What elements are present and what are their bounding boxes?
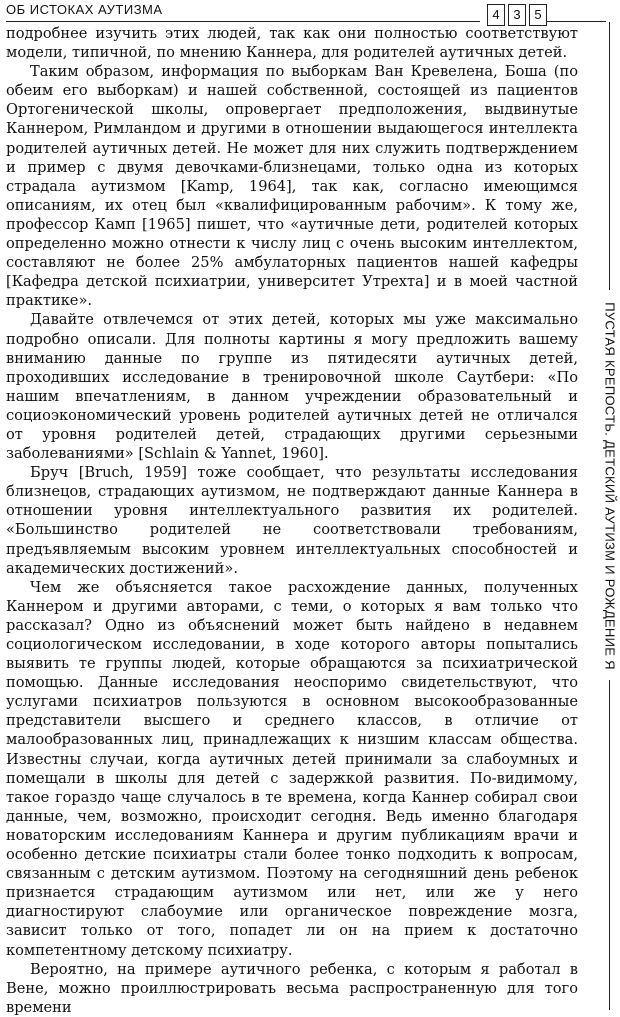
body-text: [6, 24, 578, 1017]
page-number-digit: 4: [487, 4, 505, 26]
paragraph: Чем же объясняется такое расхождение данных, полученных Каннером и другими авторами, с теми, о которых я вам только что рассказал? Одно из объяснений может быть найдено в недавнем социологическом исследовании, в ходе которого авторы попытались выявить те группы людей, которые обращаются за психиатрической помощью. Данные исследования неоспоримо свидетельствуют, что услугами психиатров пользуются в основном высокообразованные представители высшего и среднего классов, в отличие от малообразованных лиц, принадлежащих к низшим классам общества. Известны случаи, когда аутичных детей принимали за слабоумных и помещали в школы для детей с задержкой развития. По-видимому, такое гораздо чаще случалось в те времена, когда Каннер собирал свои данные, чем, возможно, происходит сегодня. Ведь именно благодаря новаторским исследованиям Каннера и другим публикациям врачи и особенно детские психиатры стали более тонко подходить к вопросам, связанным с детским аутизмом. Поэтому на сегодняшний день ребенок признается страдающим аутизмом или нет, или же у него диагностируют слабоумие или органическое повреждение мозга, зависит только от того, попадет ли он на прием к достаточно компетентному детскому психиатру.: [6, 578, 578, 959]
page-number-digit: 3: [508, 4, 526, 26]
page-number: [484, 4, 547, 26]
running-head: ОБ ИСТОКАХ АУТИЗМА: [6, 2, 163, 17]
side-rule-bottom: [609, 680, 610, 1010]
page-number-digit: 5: [529, 4, 547, 26]
paragraph: Вероятно, на примере аутичного ребенка, с которым я работал в Вене, можно проиллюстрировать весьма распространенную для того времени: [6, 960, 578, 1016]
side-rule-top: [609, 22, 610, 290]
folio-rule: [546, 21, 606, 22]
header-rule: [6, 21, 480, 22]
paragraph: Бруч [Bruch, 1959] тоже сообщает, что результаты исследования близнецов, страдающих аутизмом, не подтверждают данные Каннера в отношении уровня интеллектуального развития их родителей. «Большинство родителей не соответствовали требованиям, предъявляемым высоким уровнем интеллектуальных способностей и академических достижений».: [6, 464, 578, 577]
paragraph: подробнее изучить этих людей, так как они полностью соответствуют модели, типичной, по мнению Каннера, для родителей аутичных детей.: [6, 25, 578, 62]
side-book-title-text: ПУСТАЯ КРЕПОСТЬ. ДЕТСКИЙ АУТИЗМ И РОЖДЕНИЕ Я: [602, 302, 618, 670]
paragraph: Давайте отвлечемся от этих детей, которых мы уже максимально подробно описали. Для полноты картины я могу предложить вашему вниманию данные по группе из пятидесяти аутичных детей, проходивших исследование в тренировочной школе Саутбери: «По нашим впечатлениям, в данном учреждении образовательный и социоэкономический уровень родителей аутичных детей не отличался от уровня родителей детей, страдающих другими серьезными заболеваниями» [Schlain & Yannet, 1960].: [6, 311, 578, 463]
side-book-title: [600, 300, 620, 672]
paragraph: Таким образом, информация по выборкам Ван Кревелена, Боша (по обеим его выборкам) и нашей собственной, состоящей из пациентов Ортогенической школы, опровергает предположения, выдвинутые Каннером, Римландом и другими в отношении выдающегося интеллекта родителей аутичных детей. Не может для них служить подтверждением и пример с двумя девочками-близнецами, только одна из которых страдала аутизмом [Kamp, 1964], так как, согласно имеющимся описаниям, их отец был «квалифицированным рабочим». К тому же, профессор Камп [1965] пишет, что «аутичные дети, родителей которых определенно можно отнести к числу лиц с очень высоким интеллектом, составляют не более 25% амбулаторных пациентов нашей кафедры [Кафедра детской психиатрии, университет Утрехта] и в моей частной практике».: [6, 63, 578, 310]
